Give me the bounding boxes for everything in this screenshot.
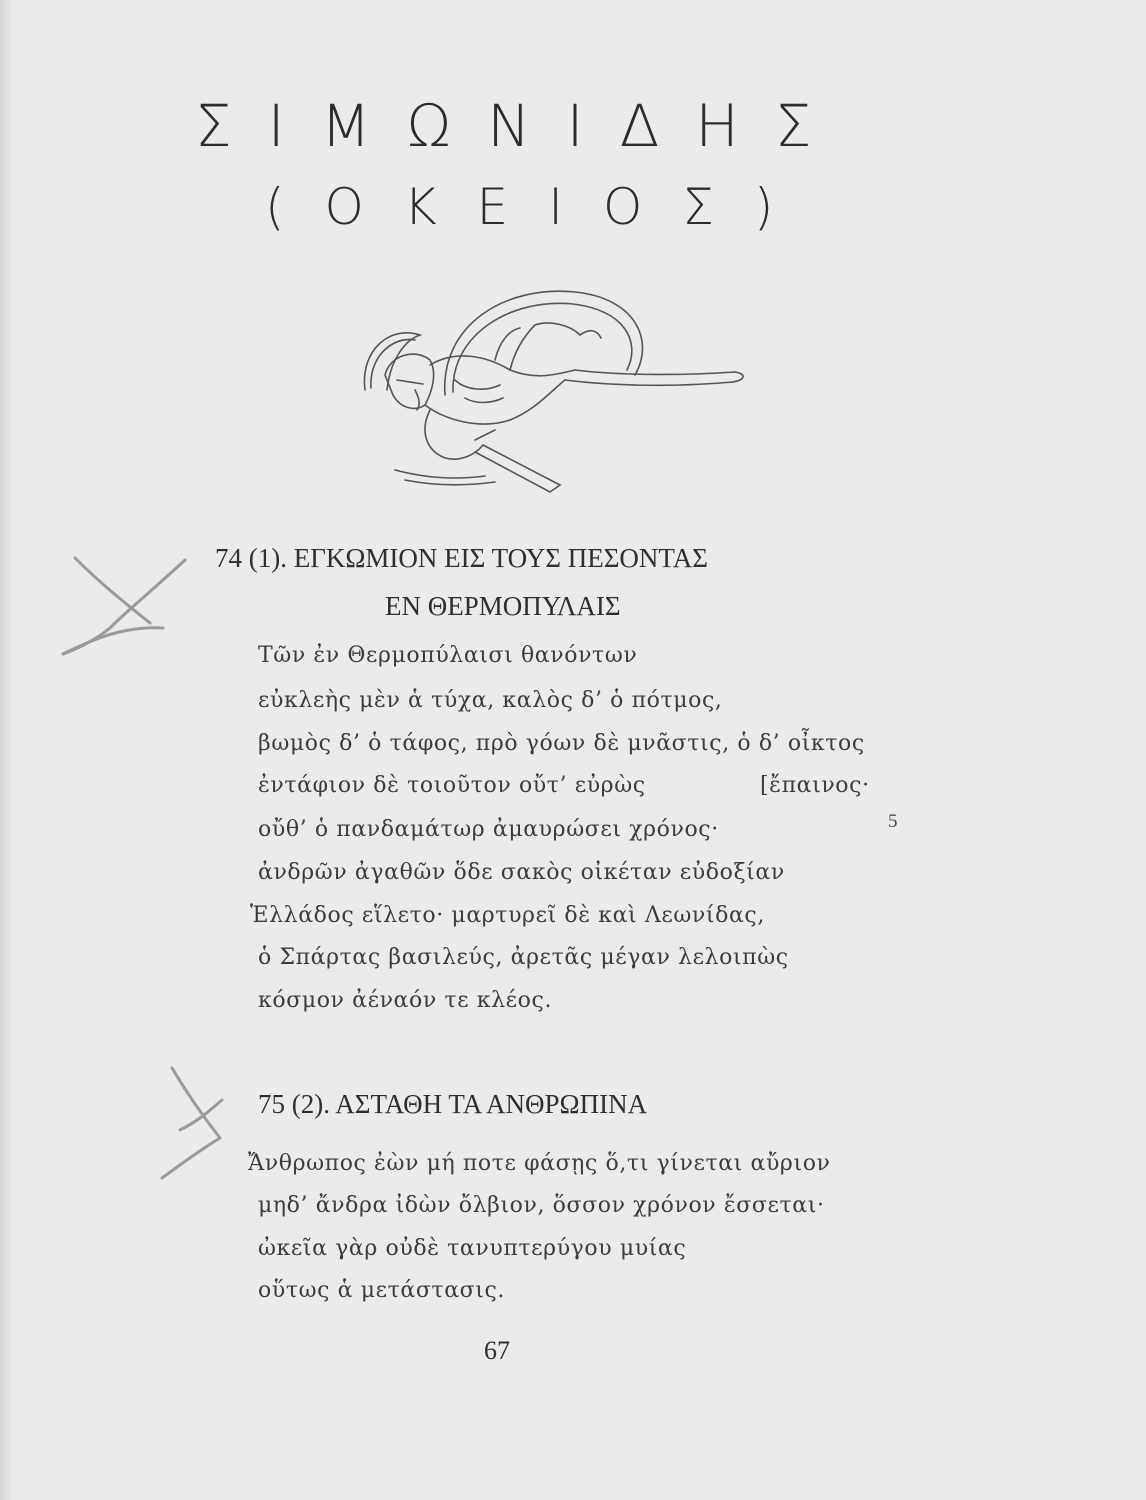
poem-75-line: Ἄνθρωπος ἐὼν μή ποτε φάσῃς ὅ,τι γίνεται αὔριον bbox=[248, 1151, 831, 1176]
pencil-x-mark bbox=[150, 1060, 240, 1180]
page-number: 67 bbox=[484, 1336, 510, 1365]
poem-75-heading: 75 (2). ΑΣΤΑΘΗ ΤΑ ΑΝΘΡΩΠΙΝΑ bbox=[258, 1089, 648, 1119]
poem-75-line: ὠκεῖα γὰρ οὐδὲ τανυπτερύγου μυίας bbox=[258, 1236, 687, 1261]
poem-74-line: ἀνδρῶν ἀγαθῶν ὅδε σακὸς οἰκέταν εὐδοξίαν bbox=[258, 860, 785, 885]
poem-74-line: βωμὸς δ’ ὁ τάφος, πρὸ γόων δὲ μνᾶστις, ὁ δ’ οἶκτος bbox=[258, 731, 865, 756]
poem-75-line: μηδ’ ἄνδρα ἰδὼν ὄλβιον, ὅσσον χρόνον ἔσσεται· bbox=[258, 1193, 825, 1218]
book-title: ΣΙΜΩΝΙΔΗΣ bbox=[195, 92, 848, 160]
poem-74-heading-line2: ΕΝ ΘΕΡΜΟΠΥΛΑΙΣ bbox=[385, 591, 621, 621]
poem-74-line: ὁ Σπάρτας βασιλεύς, ἀρετᾶς μέγαν λελοιπὼς bbox=[258, 945, 789, 970]
poem-74-line: Ἑλλάδος εἵλετο· μαρτυρεῖ δὲ καὶ Λεωνίδας, bbox=[250, 903, 765, 928]
poem-74-line: εὐκλεὴς μὲν ἁ τύχα, καλὸς δ’ ὁ πότμος, bbox=[258, 688, 723, 713]
poem-74-line: ἐντάφιον δὲ τοιοῦτον οὔτ’ εὐρὼς bbox=[258, 773, 646, 798]
line-number: 5 bbox=[888, 811, 898, 832]
poem-74-right-note: [ἔπαινος· bbox=[760, 773, 870, 798]
poem-74-line: κόσμον ἀέναόν τε κλέος. bbox=[258, 988, 553, 1013]
book-subtitle: (ΟΚΕΙΟΣ) bbox=[265, 178, 814, 236]
pencil-check-mark bbox=[55, 548, 195, 663]
fallen-warrior-illustration bbox=[335, 280, 755, 500]
poem-74-line: οὔθ’ ὁ πανδαμάτωρ ἀμαυρώσει χρόνος· bbox=[258, 817, 719, 842]
poem-75-line: οὕτως ἁ μετάστασις. bbox=[258, 1278, 506, 1303]
poem-74-heading: 74 (1). ΕΓΚΩΜΙΟΝ ΕΙΣ ΤΟΥΣ ΠΕΣΟΝΤΑΣ bbox=[215, 543, 708, 573]
page-edge bbox=[0, 0, 12, 1500]
poem-74-line: Τῶν ἐν Θερμοπύλαισι θανόντων bbox=[258, 643, 638, 668]
